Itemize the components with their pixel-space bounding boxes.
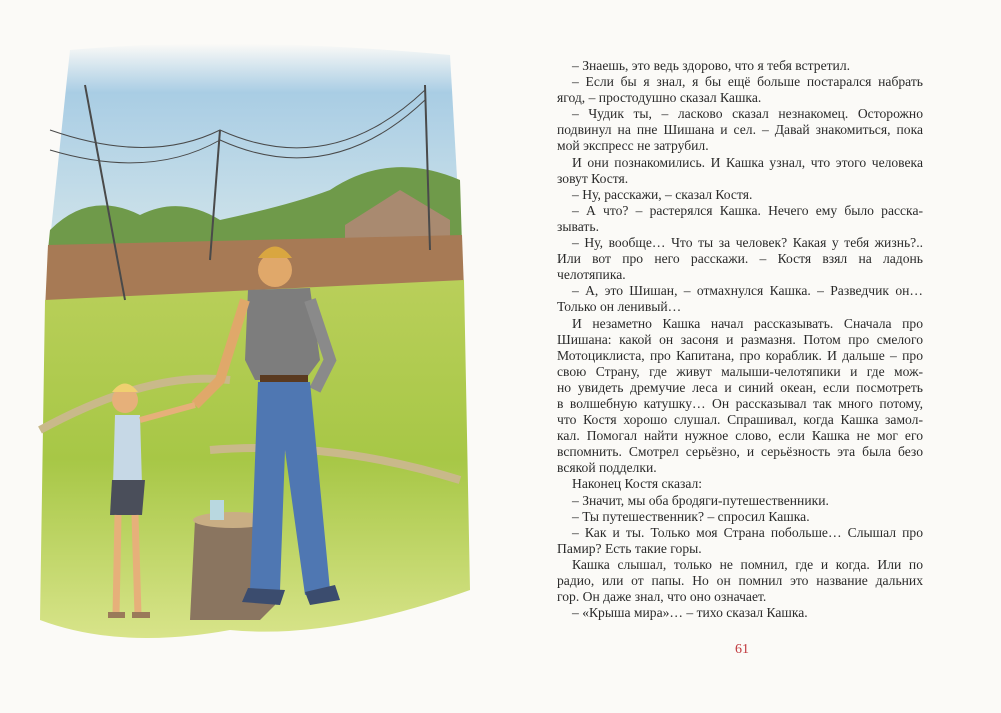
text-line: подвинул на пне Шишана и сел. – Давай знакомиться, пока xyxy=(557,122,923,138)
text-line: радио, или от папы. Но он помнил это название дальних xyxy=(557,573,923,588)
text-line: – Как и ты. Только моя Страна побольше… Слышал про xyxy=(572,524,923,540)
page-number: 61 xyxy=(735,642,749,657)
text-line: – Знаешь, это ведь здорово, что я тебя встретил. xyxy=(572,58,851,73)
text-line: – «Крыша мира»… – тихо сказал Кашка. xyxy=(572,605,808,621)
text-line: Памир? Есть такие горы. xyxy=(557,540,702,556)
text-line: ягод, – простодушно сказал Кашка. xyxy=(557,90,762,106)
text-line: И незаметно Кашка начал рассказывать. Сначала про xyxy=(572,315,923,331)
text-line: И они познакомились. И Кашка узнал, что этого человека xyxy=(572,154,923,170)
text-line: – Ну, вообще… Что ты за человек? Какая у тебя жизнь?.. xyxy=(572,235,923,251)
text-line: вспомнить. Смотрел серьёзно, и серьёзность эта была безо xyxy=(557,444,923,460)
text-line: мой экспресс не затрубил. xyxy=(557,138,709,154)
story-text xyxy=(557,58,923,621)
text-line: всякой подделки. xyxy=(557,460,657,476)
text-line: – А, это Шишан, – отмахнулся Кашка. – Разведчик он… xyxy=(572,283,923,299)
text-line: гор. Он даже знал, что оно означает. xyxy=(557,589,767,605)
text-line: но увидеть дремучие леса и синий океан, если посмотреть xyxy=(557,379,923,395)
text-line: зовут Костя. xyxy=(557,170,629,186)
text-line: – Ну, расскажи, – сказал Костя. xyxy=(572,186,753,202)
text-line: что Костя хорошо слушал. Спрашивал, когда Кашка замол- xyxy=(557,412,923,428)
text-line: зывать. xyxy=(557,218,599,234)
text-line: – Если бы я знал, я бы ещё больше постарался набрать xyxy=(572,74,923,90)
text-line: – А что? – растерялся Кашка. Нечего ему было расска- xyxy=(572,202,923,218)
text-line: – Ты путешественник? – спросил Кашка. xyxy=(572,508,810,524)
text-line: Наконец Костя сказал: xyxy=(572,476,703,492)
text-line: в волшебную катушку… Он рассказывал так много потому, xyxy=(557,395,923,411)
text-line: Или вот про него расскажи. – Костя взял на ладонь xyxy=(557,251,923,267)
text-line: кал. Помогал найти нужное слово, если Кашка не мог его xyxy=(557,428,923,444)
text-line: – Чудик ты, – ласково сказал незнакомец. Осторожно xyxy=(572,106,923,122)
text-line: челотяпика. xyxy=(557,267,626,283)
illustration-boy-and-man-in-field xyxy=(30,30,480,660)
text-line: Мотоциклиста, про Капитана, про кораблик. И дальше – про xyxy=(557,347,923,363)
text-line: свою Страну, где живут малыши-челотяпики и где мож- xyxy=(557,363,923,379)
text-line: Кашка слышал, только не помнил, где и когда. Или по xyxy=(572,556,923,572)
text-line: Шишана: какой он засоня и размазня. Потом про смелого xyxy=(557,331,923,347)
text-line: Только он ленивый… xyxy=(557,299,682,315)
text-line: – Значит, мы оба бродяги-путешественники. xyxy=(572,492,829,508)
